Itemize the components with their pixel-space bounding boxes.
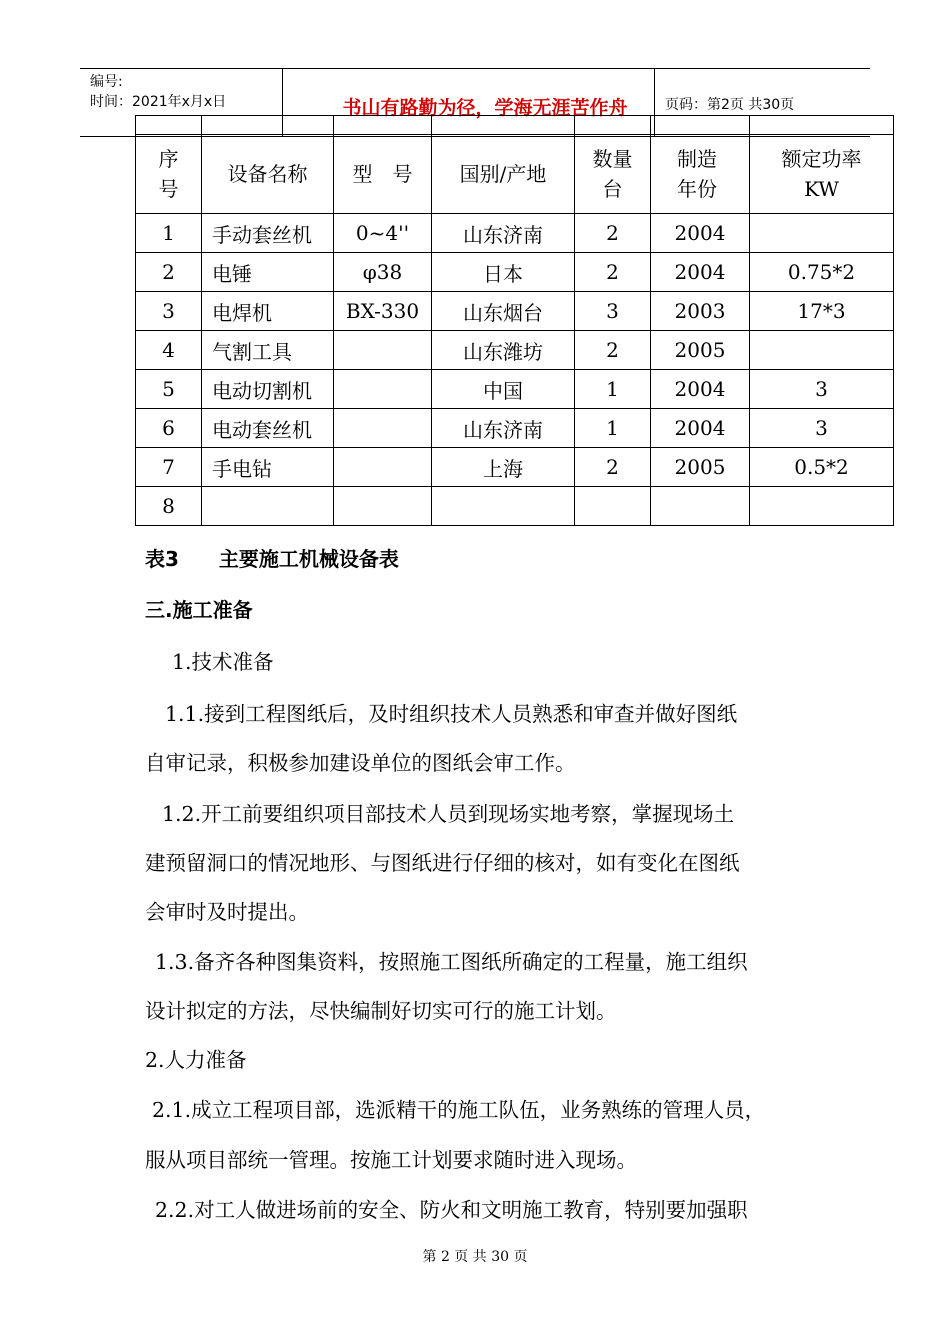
cell-model: φ38 — [334, 253, 432, 292]
cell-index: 8 — [136, 487, 202, 526]
cell-year: 2004 — [651, 370, 750, 409]
body-line: 2.2.对工人做进场前的安全、防火和文明施工教育，特别要加强职 — [155, 1198, 748, 1222]
body-line: 设计拟定的方法，尽快编制好切实可行的施工计划。 — [145, 999, 617, 1023]
cell-quantity: 1 — [575, 409, 651, 448]
equipment-table — [135, 115, 894, 526]
header-page-label: 页码：第2页 共30页 — [665, 97, 795, 113]
cell-index: 2 — [136, 253, 202, 292]
subsection-heading: 2.人力准备 — [145, 1048, 247, 1072]
cell-power: 17*3 — [750, 292, 894, 331]
cell-model: 0~4'' — [334, 214, 432, 253]
cell-name: 电动切割机 — [202, 370, 334, 409]
cell-origin: 山东济南 — [432, 214, 575, 253]
body-line: 1.2.开工前要组织项目部技术人员到现场实地考察，掌握现场土 — [162, 802, 735, 826]
doc-number-label: 编号: — [90, 74, 123, 90]
table-stub-cell — [136, 116, 202, 135]
table-row — [136, 292, 894, 331]
cell-quantity: 3 — [575, 292, 651, 331]
cell-origin: 中国 — [432, 370, 575, 409]
table-row — [136, 448, 894, 487]
body-line: 1.1.接到工程图纸后，及时组织技术人员熟悉和审查并做好图纸 — [165, 702, 738, 726]
header-meta — [90, 72, 226, 112]
doc-date-label: 时间：2021年x月x日 — [90, 94, 227, 110]
cell-origin — [432, 487, 575, 526]
column-header-index: 序号 — [136, 135, 202, 214]
cell-power — [750, 214, 894, 253]
column-header-year: 制造年份 — [651, 135, 750, 214]
table-header-stub-row — [136, 116, 894, 135]
cell-model: BX-330 — [334, 292, 432, 331]
table-caption: 表3 主要施工机械设备表 — [145, 547, 399, 571]
cell-quantity — [575, 487, 651, 526]
table-stub-cell — [202, 116, 334, 135]
cell-year — [651, 487, 750, 526]
cell-year: 2004 — [651, 253, 750, 292]
cell-model — [334, 409, 432, 448]
table-row — [136, 370, 894, 409]
section-title: 三.施工准备 — [145, 598, 253, 622]
cell-year: 2005 — [651, 331, 750, 370]
cell-name: 气割工具 — [202, 331, 334, 370]
table-row — [136, 331, 894, 370]
page-footer: 第 2 页 共 30 页 — [422, 1249, 528, 1265]
cell-model — [334, 448, 432, 487]
cell-quantity: 2 — [575, 214, 651, 253]
cell-power: 3 — [750, 370, 894, 409]
table-stub-cell — [334, 116, 432, 135]
cell-year: 2004 — [651, 214, 750, 253]
cell-name: 电焊机 — [202, 292, 334, 331]
body-line: 2.1.成立工程项目部，选派精干的施工队伍，业务熟练的管理人员， — [152, 1098, 766, 1122]
cell-index: 7 — [136, 448, 202, 487]
table-header-row — [136, 135, 894, 214]
table-stub-cell — [432, 116, 575, 135]
cell-power: 0.75*2 — [750, 253, 894, 292]
cell-index: 3 — [136, 292, 202, 331]
cell-model — [334, 370, 432, 409]
cell-index: 4 — [136, 331, 202, 370]
cell-power — [750, 487, 894, 526]
column-header-model: 型 号 — [334, 135, 432, 214]
cell-power: 3 — [750, 409, 894, 448]
cell-power: 0.5*2 — [750, 448, 894, 487]
cell-origin: 日本 — [432, 253, 575, 292]
body-line: 会审时及时提出。 — [145, 900, 309, 924]
body-line: 服从项目部统一管理。按施工计划要求随时进入现场。 — [145, 1148, 637, 1172]
cell-name: 手动套丝机 — [202, 214, 334, 253]
cell-origin: 上海 — [432, 448, 575, 487]
cell-origin: 山东济南 — [432, 409, 575, 448]
table-row — [136, 487, 894, 526]
cell-year: 2003 — [651, 292, 750, 331]
header-motto: 书山有路勤为径，学海无涯苦作舟 — [342, 97, 628, 119]
cell-model — [334, 331, 432, 370]
cell-year: 2004 — [651, 409, 750, 448]
table-stub-cell — [651, 116, 750, 135]
cell-name: 电动套丝机 — [202, 409, 334, 448]
cell-name — [202, 487, 334, 526]
cell-quantity: 1 — [575, 370, 651, 409]
table-row — [136, 253, 894, 292]
table-row — [136, 409, 894, 448]
cell-model — [334, 487, 432, 526]
subsection-heading: 1.技术准备 — [172, 650, 274, 674]
column-header-power: 额定功率KW — [750, 135, 894, 214]
table-stub-cell — [750, 116, 894, 135]
table-row — [136, 214, 894, 253]
body-line: 建预留洞口的情况地形、与图纸进行仔细的核对，如有变化在图纸 — [145, 851, 740, 875]
body-line: 自审记录，积极参加建设单位的图纸会审工作。 — [145, 751, 576, 775]
column-header-name: 设备名称 — [202, 135, 334, 214]
column-header-origin: 国别/产地 — [432, 135, 575, 214]
cell-name: 电锤 — [202, 253, 334, 292]
cell-quantity: 2 — [575, 448, 651, 487]
body-line: 1.3.备齐各种图集资料，按照施工图纸所确定的工程量，施工组织 — [155, 950, 748, 974]
cell-quantity: 2 — [575, 331, 651, 370]
cell-year: 2005 — [651, 448, 750, 487]
cell-index: 6 — [136, 409, 202, 448]
cell-origin: 山东烟台 — [432, 292, 575, 331]
cell-origin: 山东潍坊 — [432, 331, 575, 370]
table-stub-cell — [575, 116, 651, 135]
column-header-quantity: 数量台 — [575, 135, 651, 214]
cell-index: 1 — [136, 214, 202, 253]
cell-power — [750, 331, 894, 370]
cell-name: 手电钻 — [202, 448, 334, 487]
cell-quantity: 2 — [575, 253, 651, 292]
cell-index: 5 — [136, 370, 202, 409]
